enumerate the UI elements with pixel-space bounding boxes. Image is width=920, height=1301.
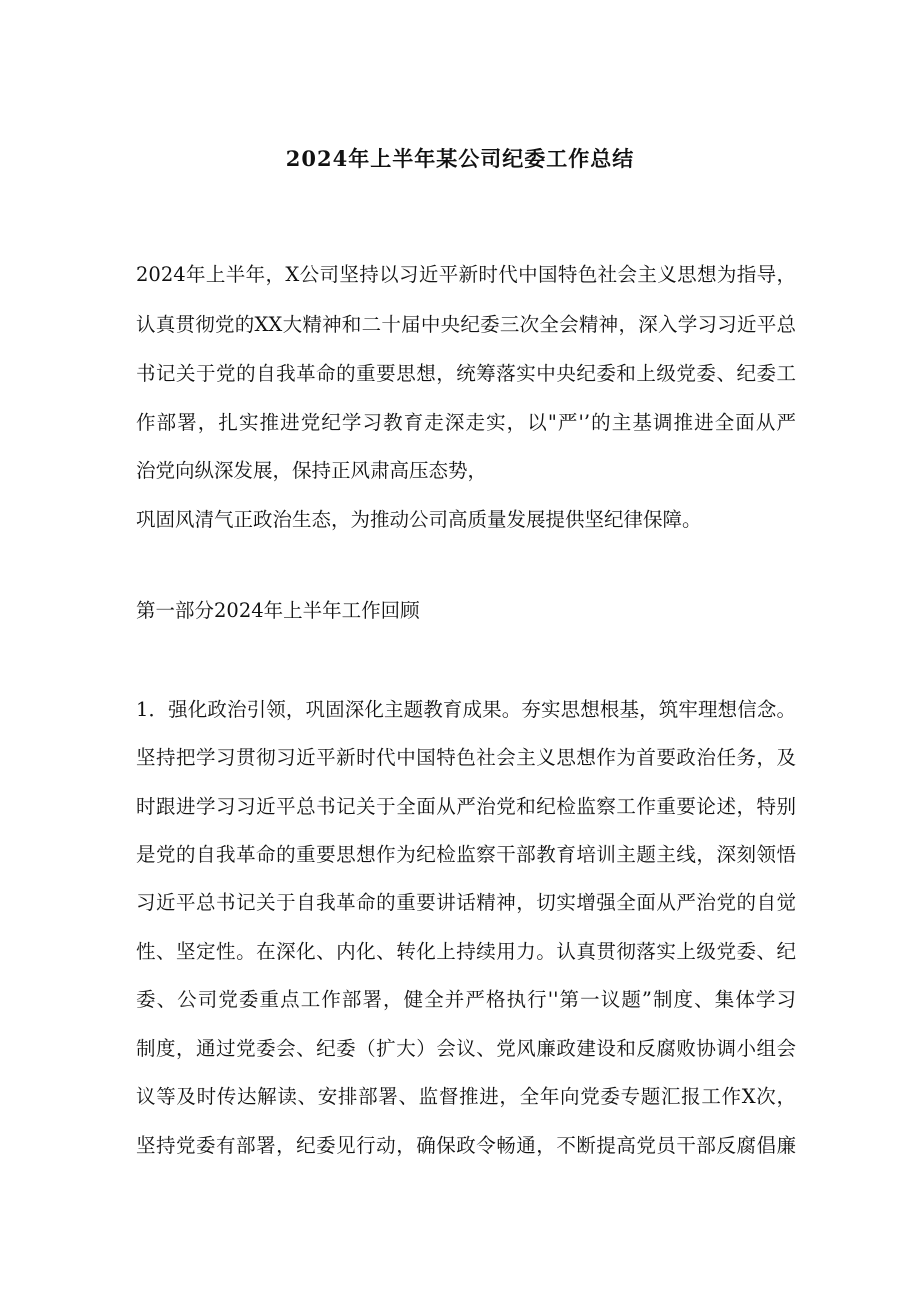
- intro-line-6: 巩固风清气正政治生态，为推动公司高质量发展提供坚纪律保障。: [136, 508, 702, 531]
- section1-line-6: 性、坚定性。在深化、内化、转化上持续用力。认真贯彻落实上级党委、纪: [136, 940, 796, 963]
- section1-line-1: 1．强化政治引领，巩固深化主题教育成果。夯实思想根基，筑牢理想信念。: [136, 698, 796, 721]
- section1-line-3: 时跟进学习习近平总书记关于全面从严治党和纪检监察工作重要论述，特别: [136, 795, 796, 818]
- section1-line-10: 坚持党委有部署，纪委见行动，确保政令畅通，不断提高党员干部反腐倡廉: [136, 1134, 796, 1157]
- section1-line-9: 议等及时传达解读、安排部署、监督推进，全年向党委专题汇报工作X次，: [136, 1085, 796, 1108]
- intro-line-2: 认真贯彻党的XX大精神和二十届中央纪委三次全会精神，深入学习习近平总: [136, 313, 796, 336]
- intro-line-4: 作部署，扎实推进党纪学习教育走深走实，以"严'’的主基调推进全面从严: [136, 411, 796, 434]
- document-title: 2024年上半年某公司纪委工作总结: [285, 146, 635, 171]
- section1-line-5: 习近平总书记关于自我革命的重要讲话精神，切实增强全面从严治党的自觉: [136, 891, 796, 914]
- section1-line-2: 坚持把学习贯彻习近平新时代中国特色社会主义思想作为首要政治任务，及: [136, 746, 796, 769]
- section-heading: 第一部分2024年上半年工作回顾: [136, 599, 420, 622]
- intro-line-1: 2024年上半年，X公司坚持以习近平新时代中国特色社会主义思想为指导，: [136, 263, 796, 286]
- intro-line-3: 书记关于党的自我革命的重要思想，统筹落实中央纪委和上级党委、纪委工: [136, 362, 796, 385]
- section1-line-8: 制度，通过党委会、纪委（扩大）会议、党风廉政建设和反腐败协调小组会: [136, 1037, 796, 1060]
- intro-line-5: 治党向纵深发展，保持正风肃高压态势，: [136, 459, 488, 482]
- section1-line-4: 是党的自我革命的重要思想作为纪检监察干部教育培训主题主线，深刻领悟: [136, 843, 796, 866]
- section1-line-7: 委、公司党委重点工作部署，健全并严格执行''第一议题”制度、集体学习: [136, 988, 796, 1011]
